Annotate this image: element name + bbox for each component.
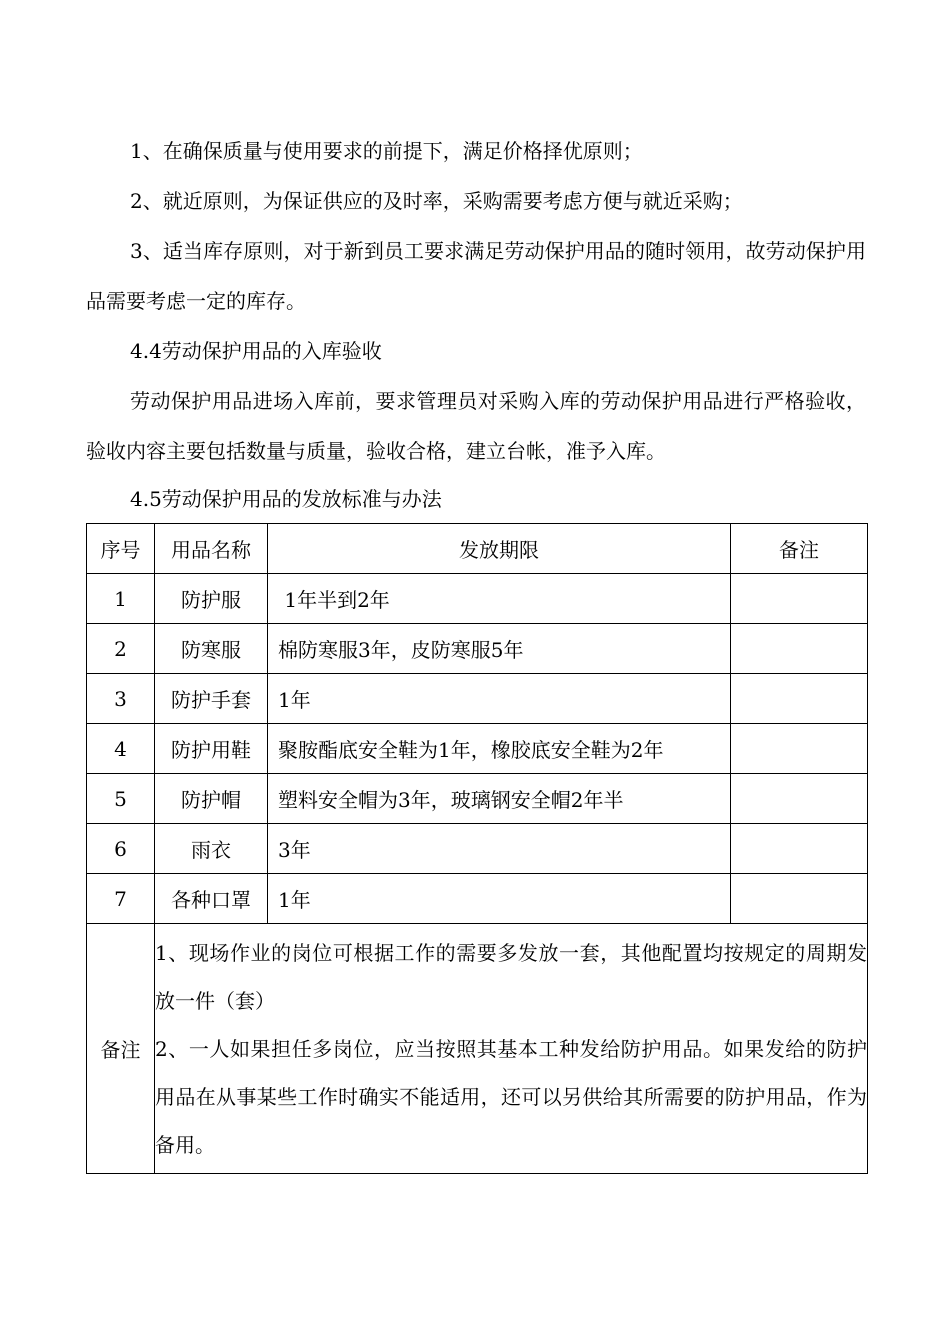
remark-line-1: 1、现场作业的岗位可根据工作的需要多发放一套，其他配置均按规定的周期发放一件（套） [155, 940, 867, 1013]
row-note [731, 874, 868, 924]
row-note [731, 624, 868, 674]
row-issue-period: 1年 [268, 874, 731, 924]
row-note [731, 774, 868, 824]
principle-paragraph-1: 1、在确保质量与使用要求的前提下，满足价格择优原则； [130, 139, 643, 163]
remark-label: 备注 [87, 924, 155, 1174]
header-no: 序号 [87, 524, 155, 574]
row-no: 6 [87, 824, 155, 874]
table-row [87, 774, 868, 824]
row-item-name: 防护手套 [155, 674, 268, 724]
header-item-name: 用品名称 [155, 524, 268, 574]
row-no: 1 [87, 574, 155, 624]
row-issue-period: 3年 [268, 824, 731, 874]
remark-line-2: 2、一人如果担任多岗位，应当按照其基本工种发给防护用品。如果发给的防护用品在从事某些工作时确实不能适用，还可以另供给其所需要的防护用品，作为备用。 [155, 1036, 867, 1157]
table-row [87, 874, 868, 924]
section-4-4-body: 劳动保护用品进场入库前，要求管理员对采购入库的劳动保护用品进行严格验收，验收内容主要包括数量与质量，验收合格，建立台帐，准予入库。 [86, 389, 866, 463]
row-no: 7 [87, 874, 155, 924]
table-remark-row [87, 924, 868, 1174]
header-issue-period: 发放期限 [268, 524, 731, 574]
row-item-name: 防寒服 [155, 624, 268, 674]
row-item-name: 防护用鞋 [155, 724, 268, 774]
row-issue-period: 聚胺酯底安全鞋为1年，橡胶底安全鞋为2年 [268, 724, 731, 774]
table-row [87, 674, 868, 724]
row-item-name: 防护服 [155, 574, 268, 624]
row-note [731, 824, 868, 874]
row-no: 5 [87, 774, 155, 824]
header-note: 备注 [731, 524, 868, 574]
section-heading-4-5: 4.5劳动保护用品的发放标准与办法 [130, 487, 442, 511]
table-row [87, 574, 868, 624]
table-row [87, 724, 868, 774]
row-item-name: 防护帽 [155, 774, 268, 824]
row-note [731, 674, 868, 724]
row-issue-period: 棉防寒服3年，皮防寒服5年 [268, 624, 731, 674]
row-note [731, 724, 868, 774]
row-item-name: 雨衣 [155, 824, 268, 874]
principle-paragraph-2: 2、就近原则，为保证供应的及时率，采购需要考虑方便与就近采购； [130, 189, 743, 213]
table-row [87, 624, 868, 674]
principle-paragraph-3: 3、适当库存原则，对于新到员工要求满足劳动保护用品的随时领用，故劳动保护用品需要考虑一定的库存。 [86, 239, 866, 313]
row-issue-period: 1年半到2年 [268, 574, 731, 624]
row-item-name: 各种口罩 [155, 874, 268, 924]
row-no: 4 [87, 724, 155, 774]
row-no: 3 [87, 674, 155, 724]
row-note [731, 574, 868, 624]
row-no: 2 [87, 624, 155, 674]
remark-content [155, 924, 868, 1174]
row-issue-period: 塑料安全帽为3年，玻璃钢安全帽2年半 [268, 774, 731, 824]
table-header-row [87, 524, 868, 574]
row-issue-period: 1年 [268, 674, 731, 724]
table-row [87, 824, 868, 874]
ppe-issue-standard-table [86, 523, 868, 1174]
section-heading-4-4: 4.4劳动保护用品的入库验收 [130, 339, 382, 363]
